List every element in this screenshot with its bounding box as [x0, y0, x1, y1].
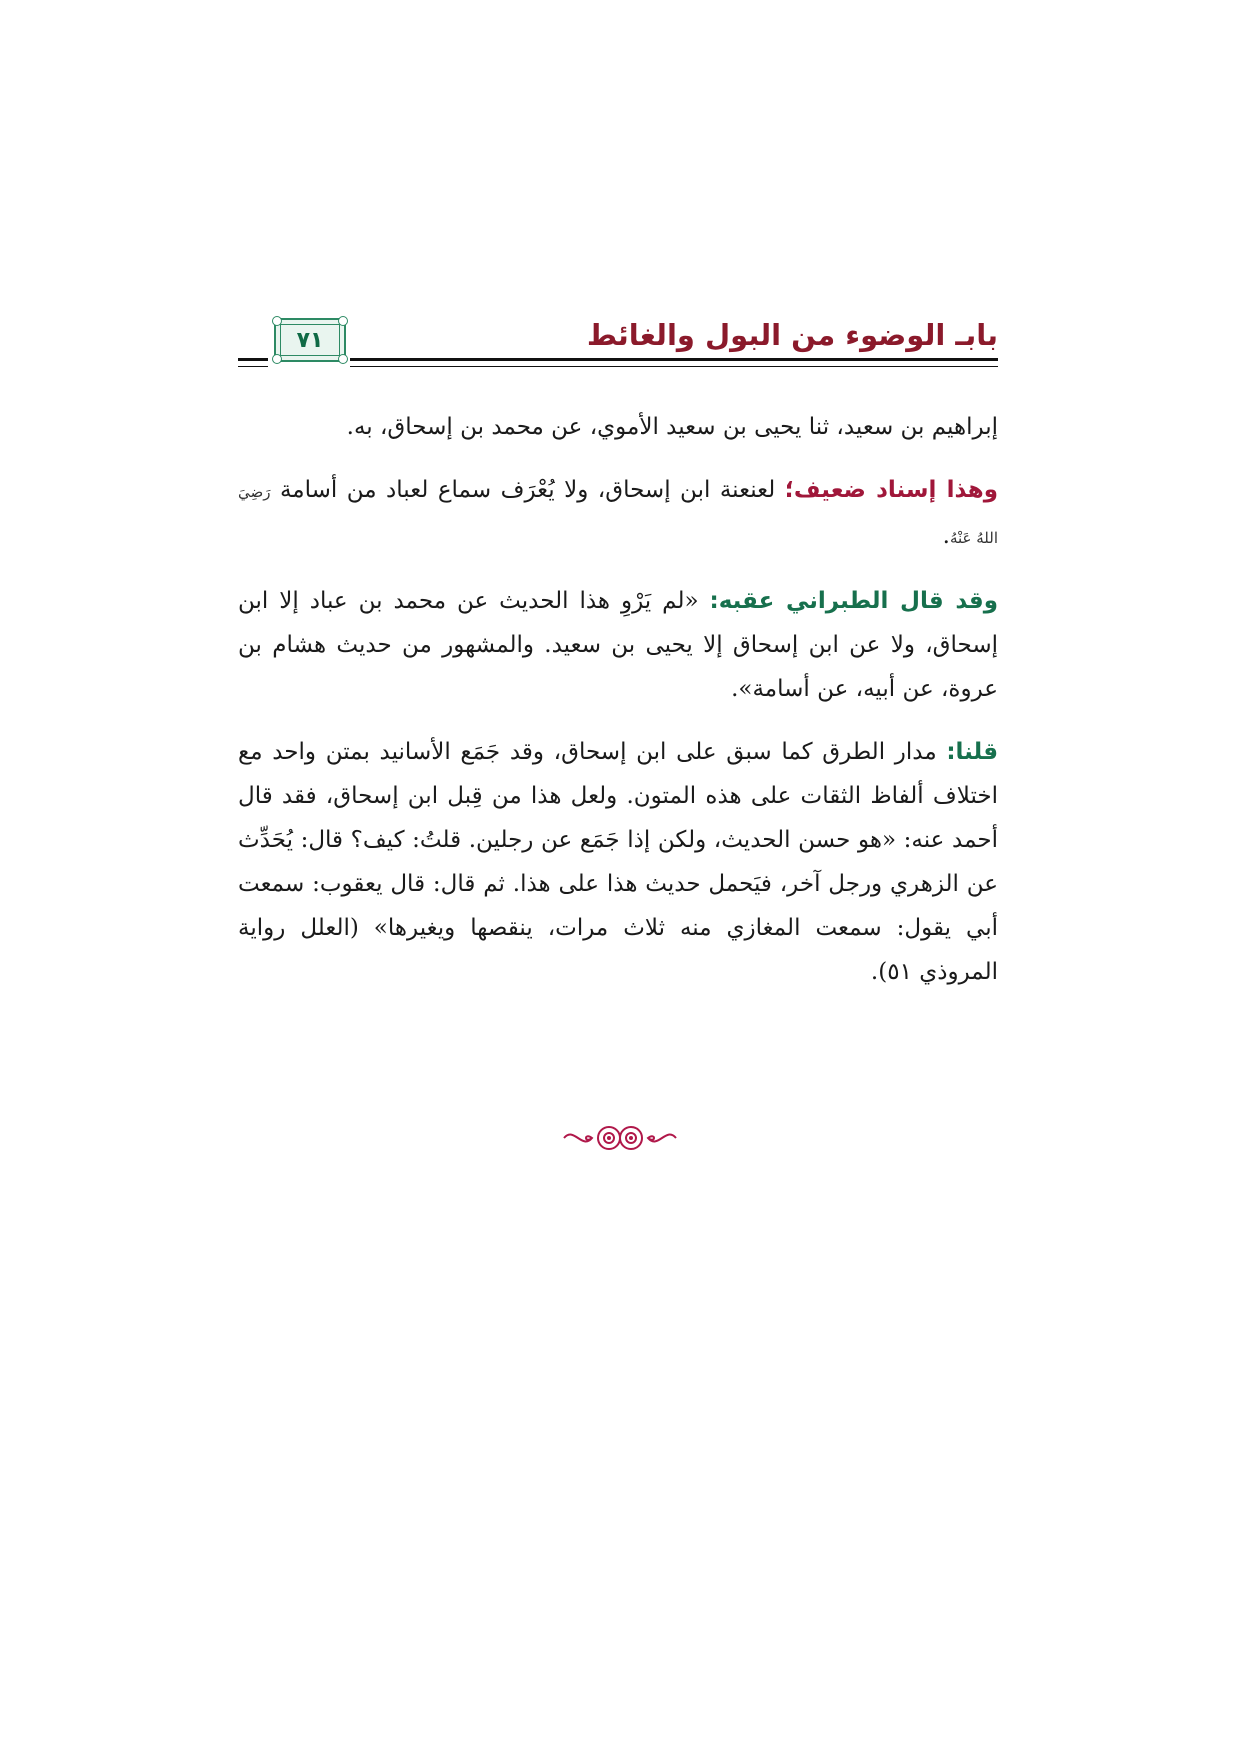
- body-text: [238, 405, 998, 1013]
- paragraph-3: [238, 579, 998, 711]
- paragraph-4: [238, 730, 998, 994]
- paragraph-4-lead: قلنا:: [946, 739, 998, 765]
- paragraph-3-text: «لم يَرْوِ هذا الحديث عن محمد بن عباد إلا ابن إسحاق، ولا عن ابن إسحاق إلا يحيى بن سعيد. والمشهور من حديث هشام بن عروة، عن أبيه، عن أسامة».: [238, 588, 998, 702]
- paragraph-4-text: مدار الطرق كما سبق على ابن إسحاق، وقد جَمَع الأسانيد بمتن واحد مع اختلاف ألفاظ الثقات على هذه المتون. ولعل هذا من قِبل ابن إسحاق، فقد قال أحمد عنه: «هو حسن الحديث، ولكن إذا جَمَع عن رجلين. قلتُ: كيف؟ قال: يُحَدِّث عن الزهري ورجل آخر، فيَحمل حديث هذا على هذا. ثم قال: قال يعقوب: سمعت أبي يقول: سمعت المغازي منه ثلاث مرات، ينقصها ويغيرها» (العلل رواية المروذي ٥١).: [238, 739, 998, 985]
- page-number-badge: [274, 318, 346, 362]
- header-rule-left: [238, 358, 268, 361]
- paragraph-2-tail: .: [942, 523, 950, 549]
- page-header: [238, 312, 998, 382]
- paragraph-3-lead: وقد قال الطبراني عقبه:: [709, 588, 998, 614]
- paragraph-2-lead: وهذا إسناد ضعيف؛: [784, 477, 998, 503]
- section-end-ornament-icon: [560, 1118, 680, 1158]
- chapter-title: بابـ الوضوء من البول والغائط: [586, 318, 998, 352]
- paragraph-1: [238, 405, 998, 449]
- header-rule-thin: [350, 366, 998, 367]
- honorific-text: رَضِيَ اللهُ عَنْهُ: [238, 483, 998, 547]
- header-rule-left-thin: [238, 366, 268, 367]
- paragraph-2-text: لعنعنة ابن إسحاق، ولا يُعْرَف سماع لعباد من أسامة: [270, 477, 785, 503]
- header-rule: [350, 358, 998, 361]
- paragraph-1-text: إبراهيم بن سعيد، ثنا يحيى بن سعيد الأموي، عن محمد بن إسحاق، به.: [346, 414, 998, 440]
- paragraph-2: [238, 468, 998, 560]
- page-number: ٧١: [296, 327, 324, 353]
